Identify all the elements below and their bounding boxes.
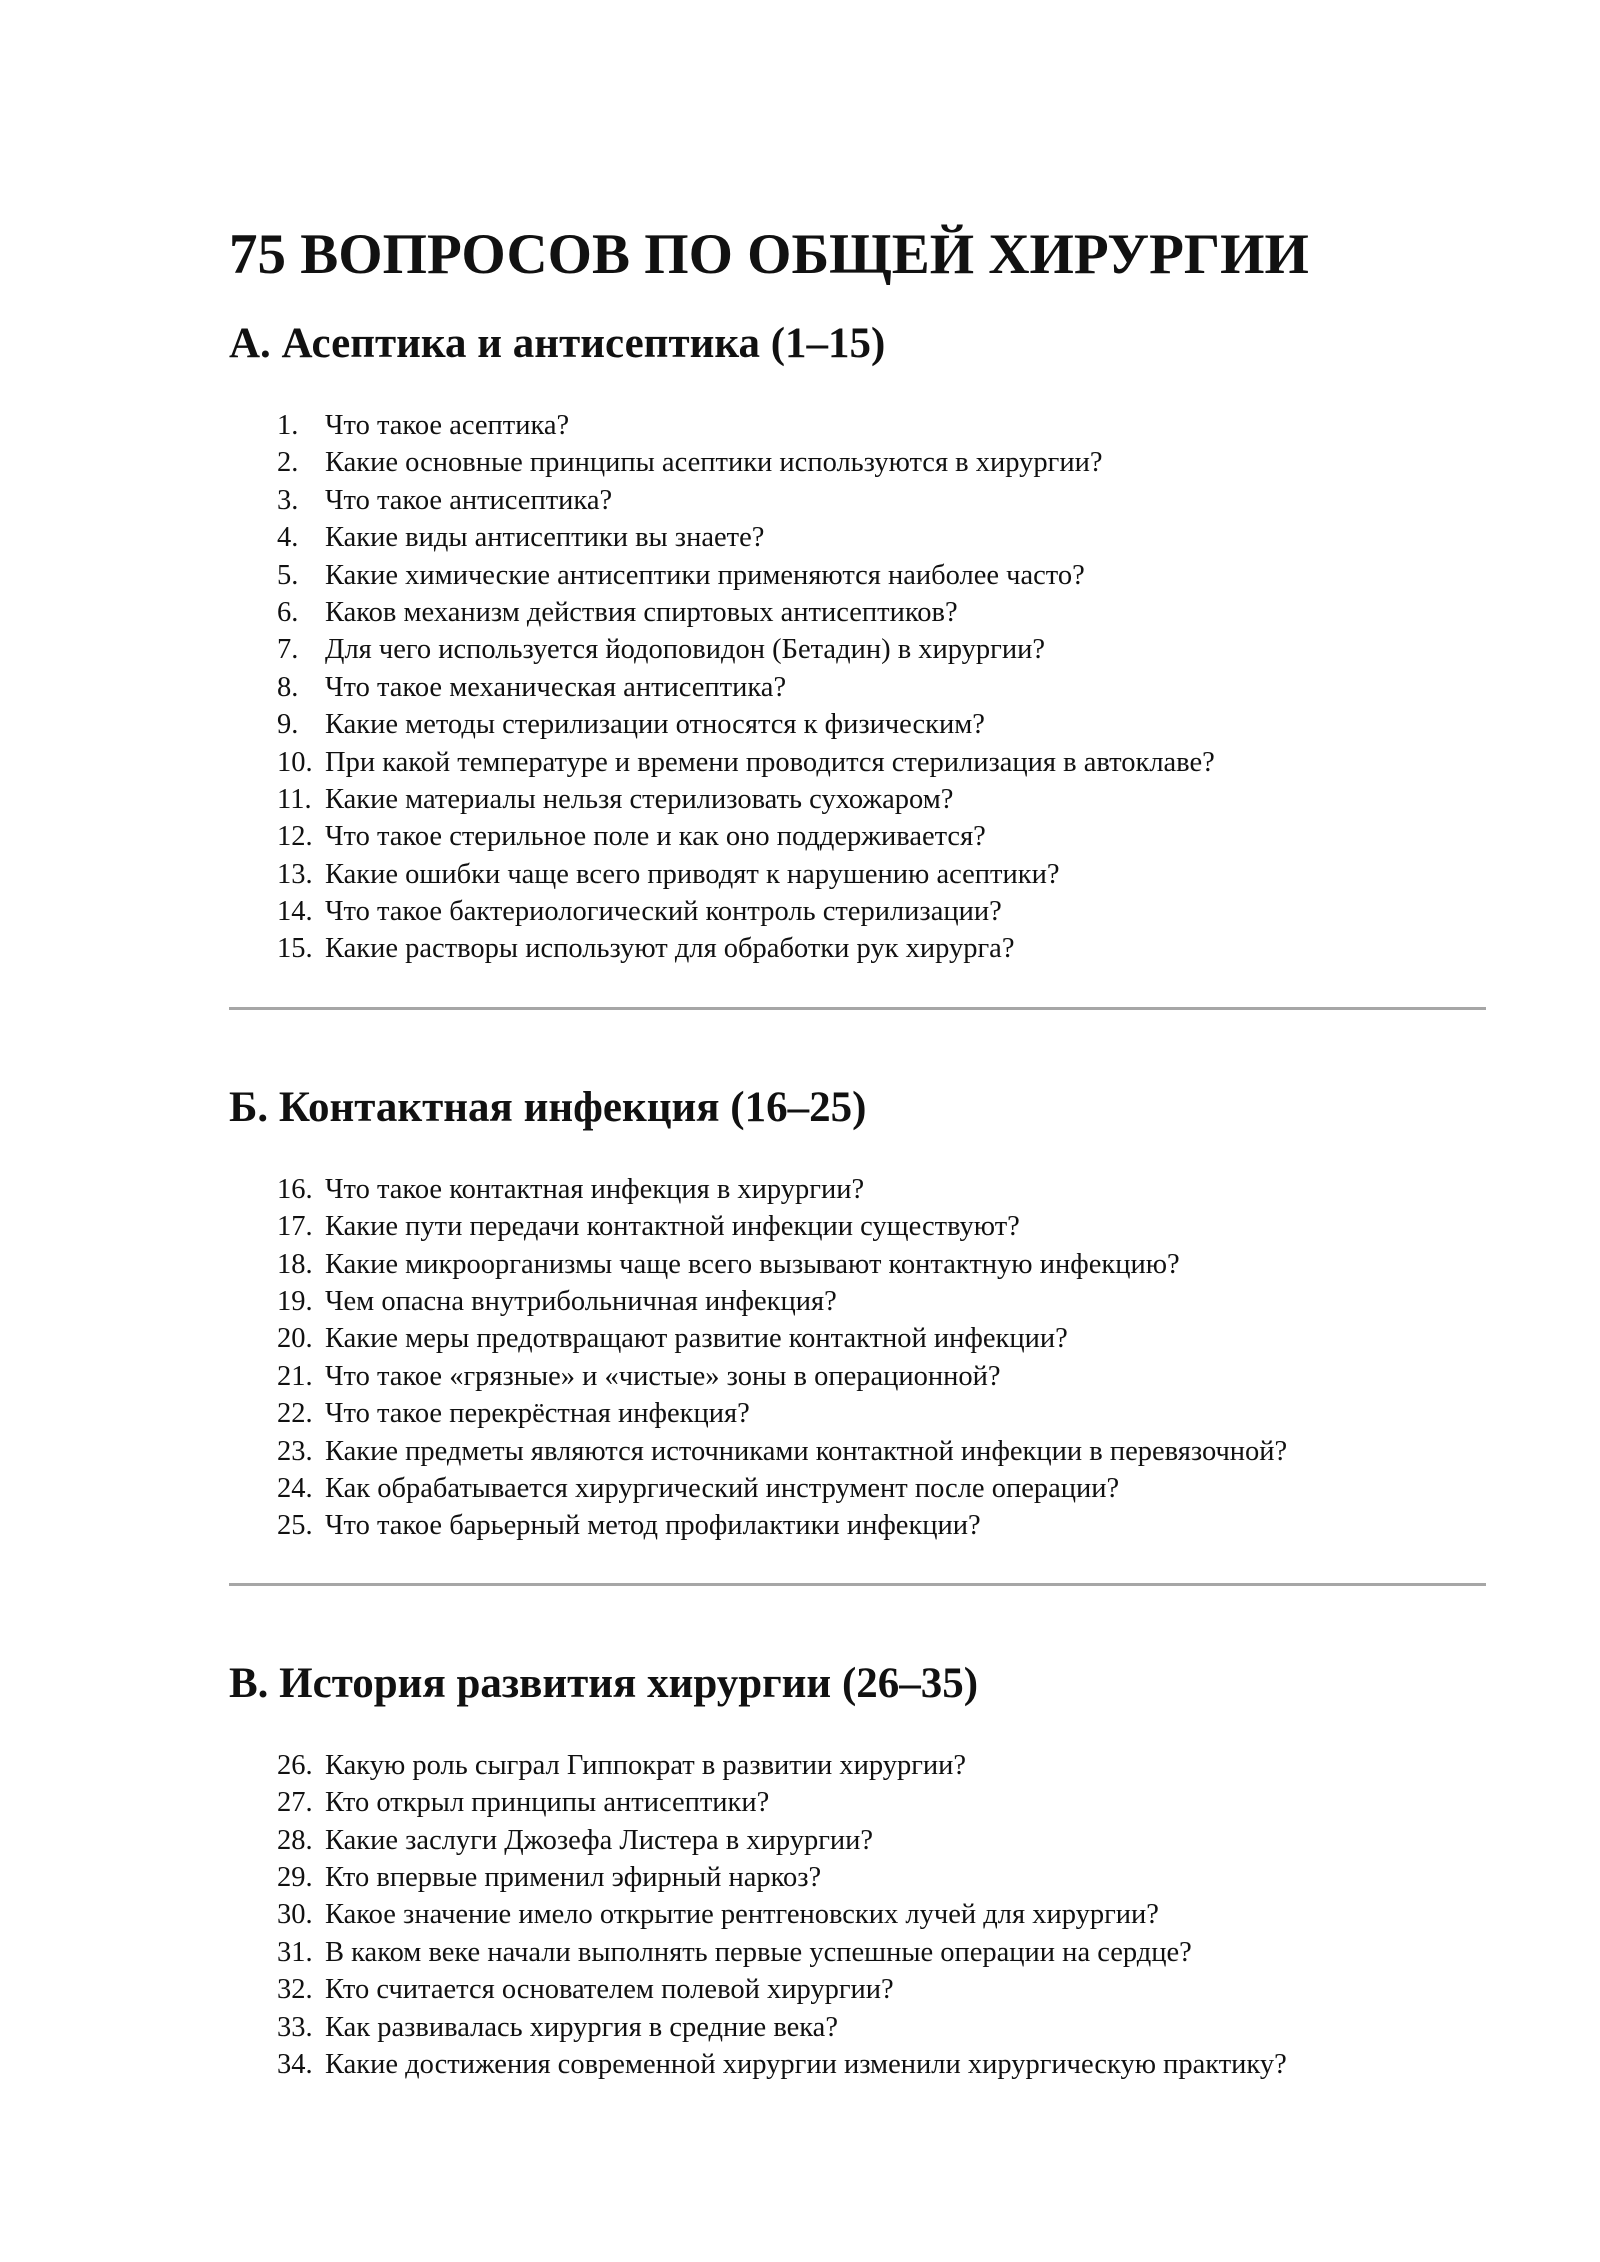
section-asepsis — [229, 322, 1490, 968]
question-number: 9. — [277, 709, 299, 741]
list-item — [277, 1470, 1490, 1507]
question-text: Какие микроорганизмы чаще всего вызывают контактную инфекцию? — [325, 1248, 1180, 1280]
question-text: Кто открыл принципы антисептики? — [325, 1787, 770, 1819]
list-item — [277, 1747, 1490, 1784]
question-number: 32. — [277, 1974, 313, 2006]
list-item — [277, 1507, 1490, 1544]
question-number: 24. — [277, 1472, 313, 1504]
question-number: 6. — [277, 596, 299, 628]
list-item — [277, 519, 1490, 556]
list-item — [277, 930, 1490, 967]
list-item — [277, 781, 1490, 818]
list-item — [277, 482, 1490, 519]
document-title: 75 ВОПРОСОВ ПО ОБЩЕЙ ХИРУРГИИ — [229, 223, 1309, 286]
list-item — [277, 1171, 1490, 1208]
question-text: Каков механизм действия спиртовых антисептиков? — [325, 596, 958, 628]
question-number: 34. — [277, 2048, 313, 2080]
question-text: Какие пути передачи контактной инфекции существуют? — [325, 1211, 1020, 1243]
question-text: Какие материалы нельзя стерилизовать сухожаром? — [325, 783, 954, 815]
question-number: 26. — [277, 1749, 313, 1781]
list-item — [277, 669, 1490, 706]
question-number: 22. — [277, 1398, 313, 1430]
question-text: Что такое асептика? — [325, 410, 570, 441]
question-text: В каком веке начали выполнять первые успешные операции на сердце? — [325, 1936, 1192, 1968]
list-item — [277, 1320, 1490, 1357]
question-text: Что такое бактериологический контроль стерилизации? — [325, 896, 1002, 928]
question-text: Что такое антисептика? — [325, 484, 613, 516]
question-text: Какую роль сыграл Гиппократ в развитии хирургии? — [325, 1749, 967, 1781]
section-divider — [229, 1007, 1486, 1010]
section-heading: В. История развития хирургии (26–35) — [229, 1659, 979, 1707]
section-contact-infection — [229, 1083, 1490, 1545]
list-item — [277, 2046, 1490, 2083]
question-number: 25. — [277, 1510, 313, 1542]
question-number: 11. — [277, 783, 312, 815]
question-text: Кто впервые применил эфирный наркоз? — [325, 1861, 822, 1893]
question-number: 21. — [277, 1360, 313, 1392]
question-number: 30. — [277, 1899, 313, 1931]
question-text: При какой температуре и времени проводится стерилизация в автоклаве? — [325, 746, 1215, 778]
question-number: 27. — [277, 1787, 313, 1819]
question-number: 20. — [277, 1323, 313, 1355]
question-number: 7. — [277, 634, 299, 666]
list-item — [277, 1934, 1490, 1971]
question-text: Для чего используется йодоповидон (Бетадин) в хирургии? — [325, 634, 1046, 666]
question-text: Что такое «грязные» и «чистые» зоны в операционной? — [325, 1360, 1001, 1392]
question-number: 15. — [277, 933, 313, 965]
list-item — [277, 856, 1490, 893]
list-item — [277, 1896, 1490, 1933]
question-text: Какие меры предотвращают развитие контактной инфекции? — [325, 1323, 1068, 1355]
list-item — [277, 2009, 1490, 2046]
list-item — [277, 706, 1490, 743]
question-number: 10. — [277, 746, 313, 778]
question-text: Какие заслуги Джозефа Листера в хирургии? — [325, 1824, 874, 1856]
question-text: Какие растворы используют для обработки рук хирурга? — [325, 933, 1015, 965]
question-number: 18. — [277, 1248, 313, 1280]
question-number: 28. — [277, 1824, 313, 1856]
question-text: Какие методы стерилизации относятся к физическим? — [325, 709, 985, 741]
question-text: Что такое контактная инфекция в хирургии? — [325, 1173, 865, 1205]
question-number: 16. — [277, 1173, 313, 1205]
section-surgery-history — [229, 1659, 1490, 2084]
question-list — [229, 1171, 1490, 1545]
section-heading: Б. Контактная инфекция (16–25) — [229, 1083, 867, 1131]
list-item — [277, 893, 1490, 930]
question-text: Какие достижения современной хирургии изменили хирургическую практику? — [325, 2048, 1287, 2080]
question-text: Что такое механическая антисептика? — [325, 671, 787, 703]
list-item — [277, 1283, 1490, 1320]
question-number: 29. — [277, 1861, 313, 1893]
question-number: 17. — [277, 1211, 313, 1243]
question-text: Какие предметы являются источниками контактной инфекции в перевязочной? — [325, 1435, 1288, 1467]
question-list — [229, 407, 1490, 968]
question-number: 12. — [277, 821, 313, 853]
question-text: Какие ошибки чаще всего приводят к нарушению асептики? — [325, 858, 1060, 890]
question-number: 4. — [277, 522, 299, 554]
list-item — [277, 1433, 1490, 1470]
section-heading: А. Асептика и антисептика (1–15) — [229, 320, 886, 367]
question-number: 3. — [277, 484, 299, 516]
list-item — [277, 744, 1490, 781]
question-number: 5. — [277, 559, 299, 591]
list-item — [277, 631, 1490, 668]
question-number: 8. — [277, 671, 299, 703]
question-number: 2. — [277, 447, 299, 479]
question-number: 23. — [277, 1435, 313, 1467]
list-item — [277, 1971, 1490, 2008]
question-number: 1. — [277, 410, 299, 441]
list-item — [277, 444, 1490, 481]
question-number: 19. — [277, 1286, 313, 1318]
list-item — [277, 407, 1490, 444]
question-text: Что такое перекрёстная инфекция? — [325, 1398, 750, 1430]
list-item — [277, 1822, 1490, 1859]
section-divider — [229, 1583, 1486, 1586]
question-text: Как обрабатывается хирургический инструмент после операции? — [325, 1472, 1120, 1504]
question-text: Какие виды антисептики вы знаете? — [325, 522, 765, 554]
list-item — [277, 557, 1490, 594]
list-item — [277, 1208, 1490, 1245]
question-text: Что такое барьерный метод профилактики инфекции? — [325, 1510, 981, 1542]
question-list — [229, 1747, 1490, 2084]
question-text: Что такое стерильное поле и как оно поддерживается? — [325, 821, 986, 853]
list-item — [277, 1395, 1490, 1432]
question-number: 33. — [277, 2011, 313, 2043]
question-text: Какие основные принципы асептики используются в хирургии? — [325, 447, 1103, 479]
list-item — [277, 818, 1490, 855]
question-text: Какие химические антисептики применяются наиболее часто? — [325, 559, 1085, 591]
question-text: Чем опасна внутрибольничная инфекция? — [325, 1286, 837, 1318]
list-item — [277, 1246, 1490, 1283]
list-item — [277, 1358, 1490, 1395]
question-text: Какое значение имело открытие рентгеновских лучей для хирургии? — [325, 1899, 1159, 1931]
question-text: Кто считается основателем полевой хирургии? — [325, 1974, 894, 2006]
list-item — [277, 594, 1490, 631]
question-number: 13. — [277, 858, 313, 890]
list-item — [277, 1784, 1490, 1821]
question-number: 31. — [277, 1936, 313, 1968]
question-text: Как развивалась хирургия в средние века? — [325, 2011, 838, 2043]
list-item — [277, 1859, 1490, 1896]
question-number: 14. — [277, 896, 313, 928]
